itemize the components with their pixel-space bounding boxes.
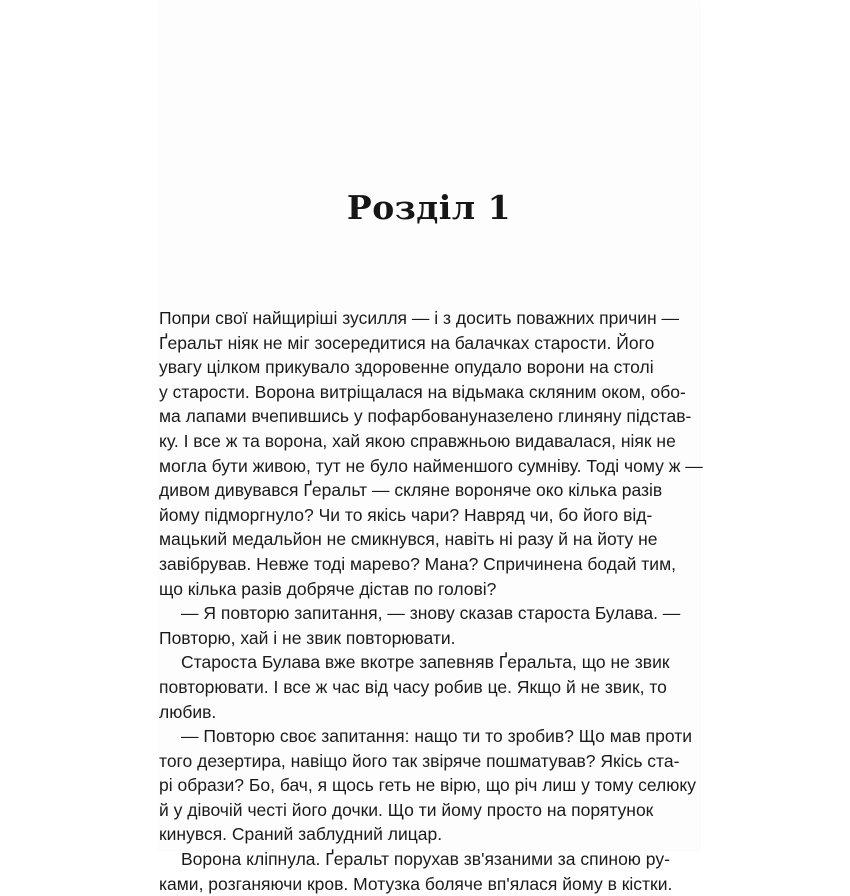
text-line: кинувся. Сраний заблудний лицар. (159, 824, 443, 845)
chapter-body-text (159, 306, 703, 896)
text-line: ма лапами вчепившись у пофарбовануназелено глиняну підстав- (159, 406, 692, 427)
text-line: йому підморгнуло? Чи то якісь чари? Навряд чи, бо його від- (159, 504, 653, 525)
text-line: Староста Булава вже вкотре запевняв Ґеральта, що не звик (181, 652, 670, 673)
text-line: любив. (159, 701, 217, 722)
text-line: Попри свої найщиріші зусилля — і з досить поважних причин — (159, 308, 680, 328)
text-line: у старости. Ворона витріщалася на відьмака скляним оком, обо- (159, 381, 686, 402)
text-line: мацький медальйон не смикнувся, навіть ні разу й на йоту не (159, 529, 658, 550)
chapter-title: Розділ 1 (346, 188, 512, 227)
text-line: рі образи? Бо, бач, я щось геть не вірю, що річ лиш у тому селюку (159, 775, 696, 796)
text-line: повторювати. І все ж час від часу робив це. Якщо й не звик, то (159, 676, 667, 697)
text-line: могла бути живою, тут не було найменшого сумніву. Тоді чому ж — (159, 455, 703, 476)
text-line: Ґеральт ніяк не міг зосередитися на балачках старости. Його (159, 332, 655, 353)
text-line: — Повторю своє запитання: нащо ти то зробив? Що мав проти (181, 726, 693, 747)
text-line: й у дівочій честі його дочки. Що ти йому просто на порятунок (159, 799, 654, 820)
text-line: Ворона кліпнула. Ґеральт порухав зв'язаними за спиною ру- (181, 849, 670, 870)
text-line: ками, розганяючи кров. Мотузка боляче вп'ялася йому в кістки. (159, 873, 673, 894)
text-line: — Я повторю запитання, — знову сказав староста Булава. — (181, 603, 681, 624)
book-page (159, 0, 703, 894)
text-line: увагу цілком прикувало здоровенне опудало ворони на столі (159, 357, 654, 378)
text-line: завібрував. Невже тоді марево? Мана? Спричинена бодай тим, (159, 553, 676, 574)
text-line: того дезертира, навіщо його так звіряче пошматував? Якісь ста- (159, 750, 680, 771)
text-line: ку. І все ж та ворона, хай якою справжньою видавалася, ніяк не (159, 430, 676, 451)
text-line: дивом дивувався Ґеральт — скляне вороняче око кілька разів (159, 480, 663, 501)
text-line: Повторю, хай і не звик повторювати. (159, 627, 456, 648)
text-line: що кілька разів добряче дістав по голові? (159, 578, 497, 599)
